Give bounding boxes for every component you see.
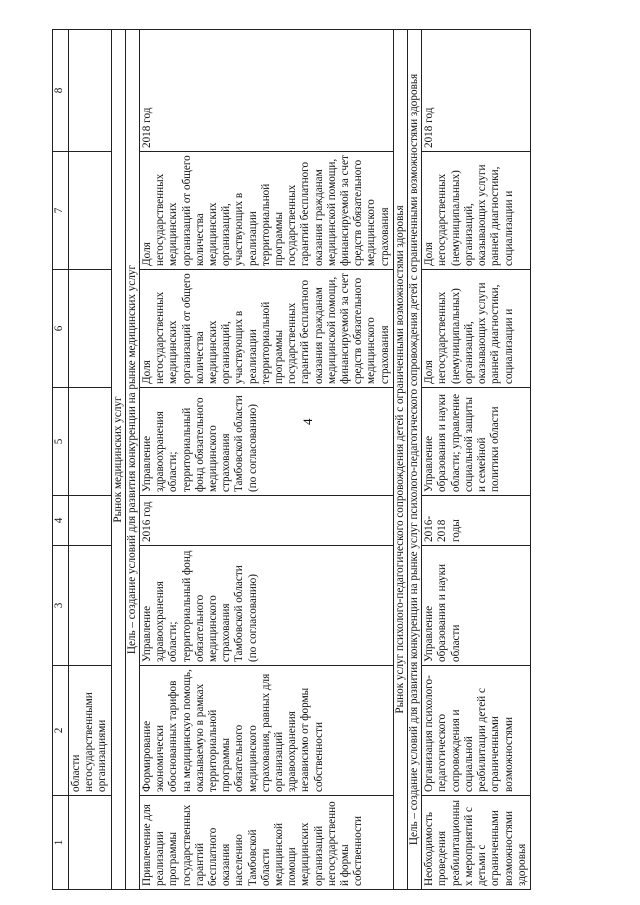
cell-responsible: Управление образования и науки области xyxy=(422,546,531,666)
header-cell-8: 8 xyxy=(53,30,69,152)
header-cell-7: 7 xyxy=(53,152,69,270)
page-number: 4 xyxy=(300,418,315,425)
goal-text: Цель – создание условий для развития конкуренции на рынке медицинских услуг xyxy=(125,30,139,890)
cell-term: 2016-2018 годы xyxy=(422,496,531,546)
continuation-cell: области негосударственными организациями xyxy=(69,666,112,796)
market-title-row xyxy=(393,30,407,890)
header-row xyxy=(53,30,69,890)
cell-indicator-2: Доля негосударственных (немуниципальных) организаций, оказывающих услуги ранней диагностики, социализации и xyxy=(422,152,531,270)
header-cell-2: 2 xyxy=(53,666,69,796)
cell-responsible: Управление здравоохранения области; территориальный фонд обязательного медицинского страхования Тамбовской области (по согласованию) xyxy=(140,546,394,666)
cell-term: 2016 год xyxy=(140,496,394,546)
table-row xyxy=(422,30,531,890)
cell-indicator-2: Доля негосударственных медицинских организаций от общего количества медицинских организаций, участвующих в реализации территориальной программы государственных гарантий бесплатного оказания гражданам медицинской помощи, финансируемой за счет средств обязательного медицинского страхования xyxy=(140,152,394,270)
cell-indicator: Доля негосударственных (немуниципальных) организаций, оказывающих услуги ранней диагностики, социализации и xyxy=(422,270,531,388)
cell-action: Организация психолого-педагогического сопровождения и социальной реабилитации детей с ограниченными возможностями xyxy=(422,666,531,796)
header-cell-6: 6 xyxy=(53,270,69,388)
market-title: Рынок медицинских услуг xyxy=(111,30,125,890)
cell-measure: Необходимость проведения реабилитационных мероприятий с детьми с ограниченными возможностями здоровья xyxy=(422,796,531,890)
cell-executors: Управление образования и науки области; управление социальной защиты и семейной политики области xyxy=(422,388,531,496)
header-cell-5: 5 xyxy=(53,388,69,496)
cell-deadline: 2018 год xyxy=(140,30,394,152)
cell-measure: Привлечение для реализации программы государственных гарантий бесплатного оказания населению Тамбовской области медицинской помощи медицинских организаций негосударственной формы собственности xyxy=(140,796,394,890)
header-cell-1: 1 xyxy=(53,796,69,890)
cell-indicator: Доля негосударственных медицинских организаций от общего количества медицинских организаций, участвующих в реализации территориальной программы государственных гарантий бесплатного оказания гражданам медицинской помощи, финансируемой за счет средств обязательного медицинского страхования xyxy=(140,270,394,388)
rotated-page-content xyxy=(52,30,592,890)
market-title: Рынок услуг психолого-педагогического сопровождения детей с ограниченными возможностями здоровья xyxy=(393,30,407,890)
cell-deadline: 2018 год xyxy=(422,30,531,152)
continuation-row xyxy=(69,30,112,890)
cell-executors: Управление здравоохранения области; территориальный фонд обязательного медицинского страхования Тамбовской области (по согласованию) xyxy=(140,388,394,496)
header-cell-3: 3 xyxy=(53,546,69,666)
goal-text: Цель – создание условий для развития конкуренции на рынке услуг психолого-педагогического сопровождения детей с ограниченными возможностями здоровья xyxy=(408,30,422,890)
cell-action: Формирование экономически обоснованных тарифов на медицинскую помощь, оказываемую в рамках территориальной программы обязательного медицинского страхования, равных для организаций здравоохранения независимо от формы собственности xyxy=(140,666,394,796)
goal-row xyxy=(408,30,422,890)
goal-row xyxy=(125,30,139,890)
header-cell-4: 4 xyxy=(53,496,69,546)
table-row xyxy=(140,30,394,890)
activities-table xyxy=(52,29,531,890)
market-title-row xyxy=(111,30,125,890)
